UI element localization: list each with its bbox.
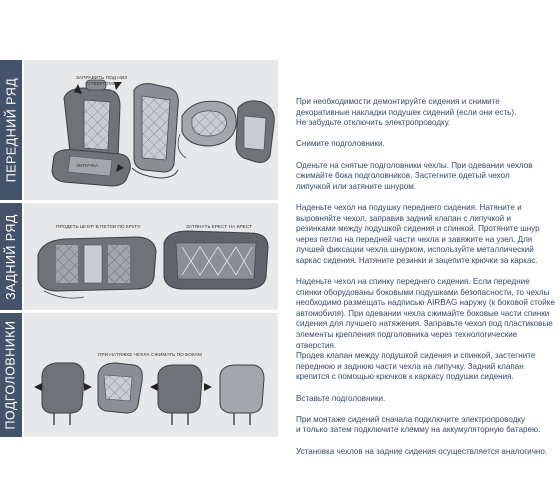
headrest-illustration [24, 313, 278, 437]
instruction-paragraph: При монтаже сидений сначала подключите электропроводку и только затем подключите клемму на аккумуляторную батарею. [296, 414, 541, 435]
rear-seat-cushion-striped [38, 237, 156, 298]
section-band-headrests [0, 313, 22, 437]
instruction-paragraph: Наденьте чехол на спинку переднего сидения. Если передние спинки оборудованы боковыми подушками безопасности, то чехлы необходимо размещать надписью AIRBAG наружу (к боковой стойке автомобиля). При одевании чехла сжимайте боковые части спинки сидения для лучшего натяжения. Заправьте чехол под пластиковые элементы крепления подголовника через технологические отверстия. Продев клапан между подушкой сидения и спинкой, застегните переднюю и заднюю части чехла на липучку. Задний клапан крепится с помощью крючков к каркасу подушки сидения. [296, 277, 555, 382]
section-label-rear-row: ЗАДНИЙ РЯД [4, 213, 19, 300]
headrest-1 [42, 363, 84, 425]
panel-rear-row [24, 203, 278, 310]
caption-pull-under: ЗАПРАВИТЬ ПОД НИЗ ОТВЕРСТИЯ [76, 76, 128, 87]
instructions-text [296, 97, 558, 468]
front-seat-backrest [132, 84, 178, 178]
instruction-paragraph: Снимите подголовники. [296, 139, 385, 149]
section-band-front-row [0, 60, 22, 200]
front-seat-illustration [24, 60, 278, 200]
rear-seat-laced-bottom [164, 231, 268, 289]
section-band-rear-row [0, 203, 22, 310]
caption-squeeze-sides: ПРИ НАТЯЖКЕ ЧЕХЛА СЖИМАТЬ ПО БОКАМ [98, 353, 202, 358]
instruction-paragraph: Оденьте на снятые подголовники чехлы. При одевании чехлов сжимайте бока подголовников. Застегните одетый чехол липучкой или затяните шнуром. [296, 160, 533, 191]
caption-thread-cord: ПРОДЕТЬ ШНУР В ПЕТЛИ ПО КРУГУ [56, 225, 141, 230]
rear-seat-illustration [24, 203, 278, 310]
headrest-3 [158, 365, 202, 425]
front-seat-cover-back [236, 101, 274, 163]
panel-front-row [24, 60, 278, 200]
front-seat-cushion [178, 101, 236, 158]
caption-tighten-cross: ЗАТЯНУТЬ КРЕСТ НА КРЕСТ [186, 225, 253, 230]
headrest-4 [220, 365, 264, 425]
section-label-headrests: ПОДГОЛОВНИКИ [4, 320, 18, 430]
instruction-paragraph: При необходимости демонтируйте сидения и снимите декоративные накладки подушек сидений (если они есть). Не забудьте отключить электропроводку. [296, 97, 517, 128]
headrest-2 [98, 363, 142, 413]
section-label-front-row: ПЕРЕДНИЙ РЯД [4, 77, 18, 183]
panel-headrests [24, 313, 278, 437]
caption-velcro: ЛИПУЧКА [76, 164, 99, 169]
instruction-paragraph: Наденьте чехол на подушку переднего сидения. Натяните и выровняйте чехол, заправив задний клапан с липучкой и резинками между подушкой сидения и спинкой. Протяните шнур через петлю на передней части чехла и завяжите на узел. Для лучшей фиксации чехла шнурком, используйте металлический каркас сидения. Натяните резинки и зацепите крючки за каркас. [296, 202, 540, 265]
instruction-paragraph: Вставьте подголовники. [296, 393, 386, 403]
instruction-paragraph: Установка чехлов на задние сидения осуществляется аналогично. [296, 446, 548, 456]
